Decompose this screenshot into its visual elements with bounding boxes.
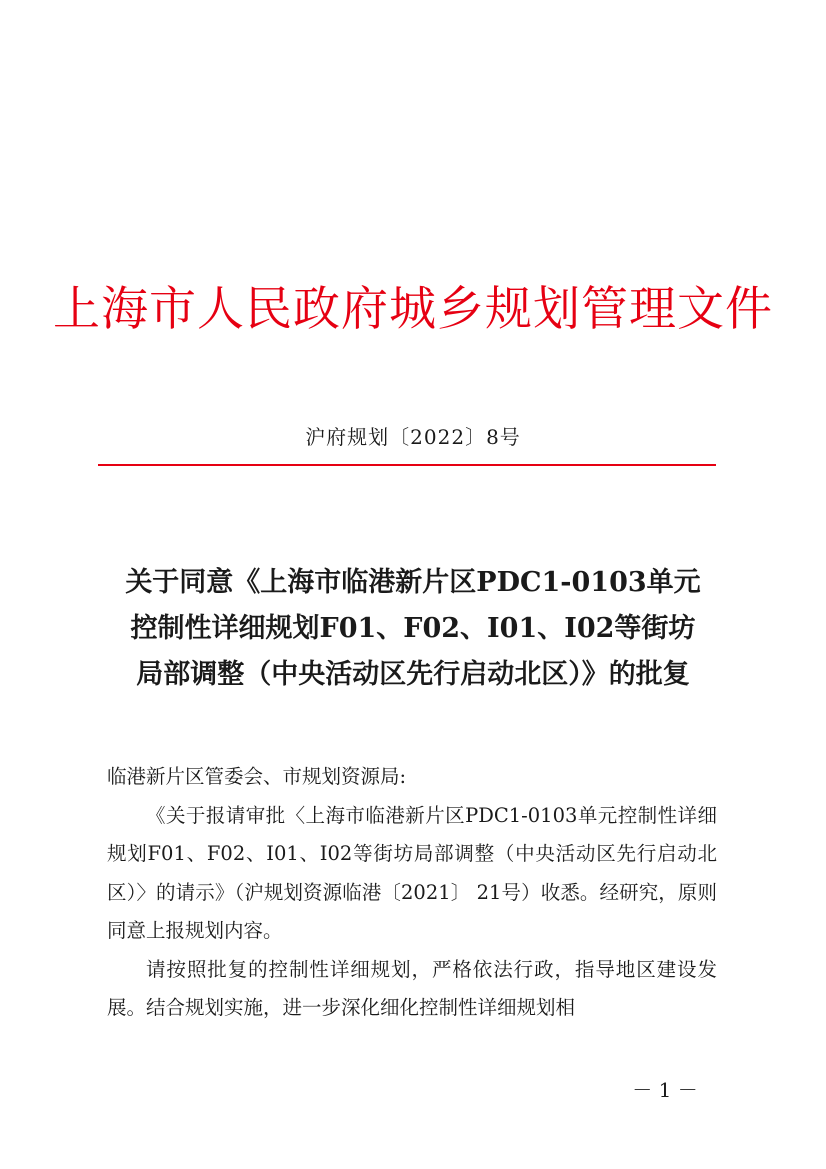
page-number: － 1 － xyxy=(632,1078,698,1102)
document-body xyxy=(107,758,717,1028)
body-paragraph: 请按照批复的控制性详细规划，严格依法行政，指导地区建设发展。结合规划实施，进一步深化细化控制性详细规划相 xyxy=(107,957,717,1019)
title-line: 关于同意《上海市临港新片区PDC1-0103单元 xyxy=(125,567,701,598)
red-divider-line xyxy=(98,464,716,466)
header-title: 上海市人民政府城乡规划管理文件 xyxy=(53,282,773,337)
document-title xyxy=(90,560,736,698)
body-paragraph: 《关于报请审批〈上海市临港新片区PDC1-0103单元控制性详细规划F01、F02、I01、I02等街坊局部调整（中央活动区先行启动北区）〉的请示》（沪规划资源临港〔2021〕 21号）收悉。经研究，原则同意上报规划内容。 xyxy=(107,803,717,942)
title-line: 控制性详细规划F01、F02、I01、I02等街坊 xyxy=(130,613,696,644)
title-line: 局部调整（中央活动区先行启动北区）》的批复 xyxy=(136,659,690,690)
document-number: 沪府规划〔2022〕8号 xyxy=(305,425,521,449)
addressee: 临港新片区管委会、市规划资源局: xyxy=(107,765,407,788)
